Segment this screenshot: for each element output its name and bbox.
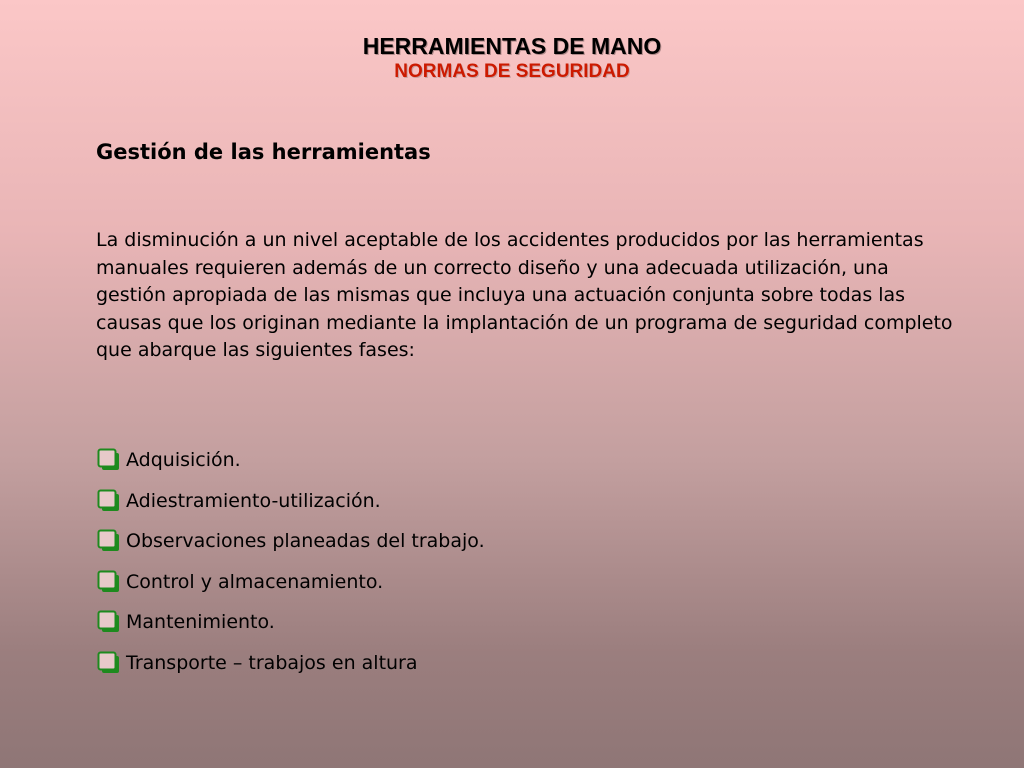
checkbox-square-icon	[96, 447, 122, 473]
phases-list	[96, 440, 485, 683]
list-item	[96, 643, 485, 684]
list-item-label: Mantenimiento.	[126, 611, 275, 634]
list-item	[96, 521, 485, 562]
section-heading: Gestión de las herramientas	[96, 140, 431, 164]
list-item-label: Transporte – trabajos en altura	[126, 651, 418, 674]
list-item-label: Observaciones planeadas del trabajo.	[126, 530, 485, 553]
list-item-label: Adquisición.	[126, 449, 241, 472]
checkbox-square-icon	[96, 528, 122, 554]
body-paragraph: La disminución a un nivel aceptable de los accidentes producidos por las herramientas manuales requieren además de un correcto diseño y una adecuada utilización, una gestión apropiada de las mismas que incluya una actuación conjunta sobre todas las causas que los originan mediante la implantación de un programa de seguridad completo que abarque las siguientes fases:	[96, 229, 953, 361]
title-block	[0, 32, 1024, 84]
list-item	[96, 481, 485, 522]
list-item	[96, 440, 485, 481]
list-item-label: Control y almacenamiento.	[126, 570, 384, 593]
slide-title: HERRAMIENTAS DE MANO	[362, 33, 662, 59]
checkbox-square-icon	[96, 569, 122, 595]
slide-subtitle: NORMAS DE SEGURIDAD	[394, 61, 630, 82]
checkbox-square-icon	[96, 488, 122, 514]
list-item-label: Adiestramiento-utilización.	[126, 489, 381, 512]
list-item	[96, 562, 485, 603]
checkbox-square-icon	[96, 650, 122, 676]
list-item	[96, 602, 485, 643]
checkbox-square-icon	[96, 609, 122, 635]
